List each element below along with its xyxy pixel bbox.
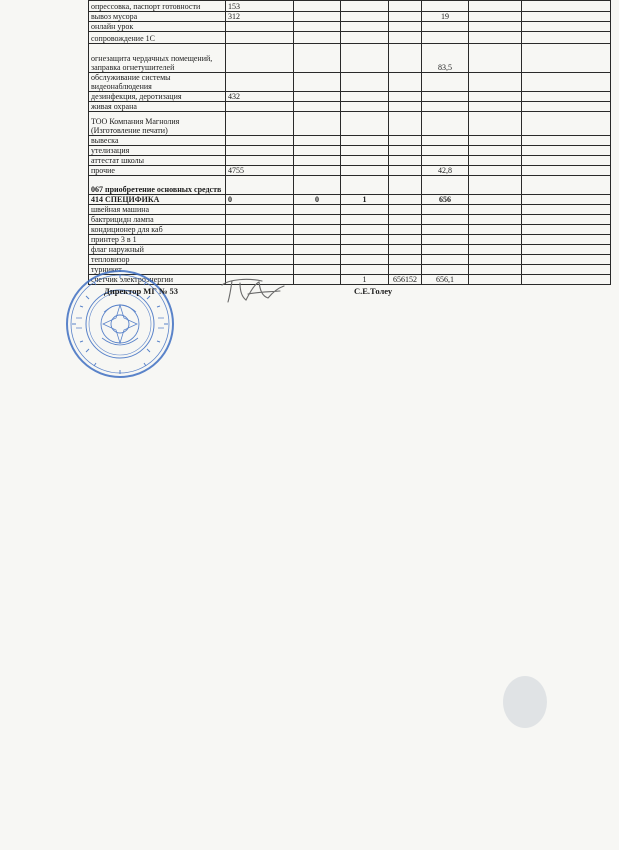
row-spacer-cell [522,265,611,275]
value-cell: 656,1 [422,275,469,285]
handwritten-signature [218,276,288,304]
value-cell [389,44,422,73]
row-spacer-cell [522,195,611,205]
value-cell [294,92,341,102]
value-cell [469,73,522,92]
table-row [89,12,611,22]
value-cell [469,22,522,32]
row-spacer-cell [522,12,611,22]
value-cell [294,166,341,176]
table-row [89,255,611,265]
value-cell [422,156,469,166]
value-cell [389,92,422,102]
value-cell [469,146,522,156]
value-cell [341,215,389,225]
value-cell [422,215,469,225]
value-cell [341,225,389,235]
value-cell [389,146,422,156]
item-name-cell: вывеска [89,136,226,146]
value-cell [294,12,341,22]
table-row [89,215,611,225]
row-spacer-cell [522,146,611,156]
value-cell [226,32,294,44]
value-cell: 1 [341,275,389,285]
value-cell [389,195,422,205]
item-name-cell: 414 СПЕЦИФИКА [89,195,226,205]
table-row [89,22,611,32]
value-cell: 432 [226,92,294,102]
value-cell [469,265,522,275]
item-name-cell: счетчик электроэнергии [89,275,226,285]
value-cell [422,225,469,235]
row-spacer-cell [522,255,611,265]
item-name-cell: принтер 3 в 1 [89,235,226,245]
value-cell [389,156,422,166]
value-cell [226,73,294,92]
value-cell [294,156,341,166]
value-cell [341,265,389,275]
value-cell [469,275,522,285]
value-cell [294,255,341,265]
item-name-cell: 067 приобретение основных средств [89,176,226,195]
item-name-cell: кондиционер для каб [89,225,226,235]
value-cell [341,136,389,146]
value-cell [469,112,522,136]
value-cell [294,265,341,275]
item-name-cell: бактрицидн лампа [89,215,226,225]
value-cell: 83,5 [422,44,469,73]
value-cell [294,176,341,195]
value-cell [341,1,389,12]
value-cell [341,32,389,44]
table-row [89,92,611,102]
table-row [89,245,611,255]
value-cell [389,225,422,235]
value-cell [469,195,522,205]
value-cell [341,92,389,102]
item-name-cell: ТОО Компания Магнолия (Изготовление печати) [89,112,226,136]
value-cell [389,73,422,92]
value-cell [469,176,522,195]
table-row [89,44,611,73]
value-cell [389,215,422,225]
value-cell: 4755 [226,166,294,176]
row-spacer-cell [522,205,611,215]
value-cell [294,235,341,245]
value-cell [422,73,469,92]
item-name-cell: швейная машина [89,205,226,215]
value-cell [389,176,422,195]
director-label: Директор МГ № 53 [104,286,179,296]
value-cell [294,225,341,235]
value-cell [341,255,389,265]
value-cell [389,205,422,215]
value-cell: 0 [226,195,294,205]
value-cell [341,235,389,245]
director-name: С.Е.Толеу [354,286,393,296]
item-name-cell: аттестат школы [89,156,226,166]
item-name-cell: онлайн урок [89,22,226,32]
item-name-cell: сопровождение 1С [89,32,226,44]
value-cell [422,176,469,195]
value-cell: 19 [422,12,469,22]
value-cell [341,44,389,73]
signature-block [0,284,619,304]
value-cell [294,44,341,73]
value-cell [389,136,422,146]
value-cell [469,255,522,265]
value-cell [226,215,294,225]
value-cell [469,1,522,12]
value-cell [469,245,522,255]
value-cell [226,156,294,166]
value-cell [341,12,389,22]
value-cell [226,235,294,245]
value-cell [341,102,389,112]
table-row [89,176,611,195]
table-row [89,146,611,156]
row-spacer-cell [522,225,611,235]
value-cell [389,22,422,32]
value-cell [422,235,469,245]
table-row [89,205,611,215]
value-cell [226,245,294,255]
value-cell [469,12,522,22]
value-cell [226,205,294,215]
value-cell [226,136,294,146]
item-name-cell: обслуживание системы видеонаблюдения [89,73,226,92]
value-cell [226,265,294,275]
table-row [89,32,611,44]
row-spacer-cell [522,73,611,92]
value-cell [422,146,469,156]
value-cell [389,235,422,245]
paper-smudge [495,672,555,732]
item-name-cell: опрессовка, паспорт готовности [89,1,226,12]
value-cell: 42,8 [422,166,469,176]
value-cell [389,1,422,12]
table-row [89,195,611,205]
row-spacer-cell [522,44,611,73]
row-spacer-cell [522,32,611,44]
table-row [89,235,611,245]
value-cell [422,32,469,44]
table-row [89,136,611,146]
value-cell [389,102,422,112]
value-cell [226,146,294,156]
value-cell: 1 [341,195,389,205]
value-cell [422,136,469,146]
value-cell [341,22,389,32]
item-name-cell: огнезащита чердачных помещений, заправка огнетушителей [89,44,226,73]
budget-table [88,0,611,285]
value-cell [294,73,341,92]
row-spacer-cell [522,235,611,245]
value-cell [422,265,469,275]
value-cell [469,235,522,245]
value-cell [226,255,294,265]
value-cell [294,275,341,285]
value-cell [341,73,389,92]
value-cell [389,12,422,22]
value-cell [469,156,522,166]
row-spacer-cell [522,102,611,112]
value-cell [341,176,389,195]
value-cell [389,32,422,44]
value-cell [294,136,341,146]
value-cell [389,245,422,255]
row-spacer-cell [522,136,611,146]
table-row [89,102,611,112]
value-cell [469,136,522,146]
value-cell: 312 [226,12,294,22]
value-cell: 656152 [389,275,422,285]
value-cell [422,112,469,136]
table-row [89,112,611,136]
value-cell [469,44,522,73]
value-cell [294,245,341,255]
item-name-cell: утелизация [89,146,226,156]
row-spacer-cell [522,245,611,255]
value-cell [422,92,469,102]
value-cell [294,205,341,215]
value-cell: 0 [294,195,341,205]
value-cell [226,225,294,235]
value-cell [341,156,389,166]
item-name-cell: живая охрана [89,102,226,112]
row-spacer-cell [522,156,611,166]
item-name-cell: дезинфекция, деротизация [89,92,226,102]
value-cell [294,146,341,156]
value-cell [226,44,294,73]
row-spacer-cell [522,275,611,285]
value-cell: 153 [226,1,294,12]
value-cell [422,245,469,255]
item-name-cell: турникет [89,265,226,275]
value-cell [389,166,422,176]
value-cell [294,1,341,12]
value-cell: 656 [422,195,469,205]
row-spacer-cell [522,166,611,176]
value-cell [469,215,522,225]
value-cell [389,255,422,265]
value-cell [294,112,341,136]
value-cell [422,102,469,112]
value-cell [341,146,389,156]
table-row [89,73,611,92]
value-cell [422,1,469,12]
item-name-cell: вывоз мусора [89,12,226,22]
value-cell [294,215,341,225]
value-cell [422,205,469,215]
value-cell [469,205,522,215]
value-cell [469,102,522,112]
value-cell [294,32,341,44]
value-cell [341,205,389,215]
value-cell [226,176,294,195]
row-spacer-cell [522,215,611,225]
row-spacer-cell [522,112,611,136]
value-cell [469,92,522,102]
item-name-cell: прочие [89,166,226,176]
table-row [89,225,611,235]
value-cell [422,255,469,265]
value-cell [389,265,422,275]
value-cell [294,102,341,112]
value-cell [469,166,522,176]
value-cell [422,22,469,32]
value-cell [226,112,294,136]
row-spacer-cell [522,176,611,195]
value-cell [226,102,294,112]
table-row [89,166,611,176]
value-cell [341,245,389,255]
item-name-cell: тепловизор [89,255,226,265]
value-cell [469,225,522,235]
value-cell [341,112,389,136]
table-row [89,156,611,166]
value-cell [341,166,389,176]
value-cell [469,32,522,44]
row-spacer-cell [522,22,611,32]
value-cell [226,22,294,32]
row-spacer-cell [522,92,611,102]
value-cell [294,22,341,32]
item-name-cell: флаг наружный [89,245,226,255]
value-cell [389,112,422,136]
row-spacer-cell [522,1,611,12]
table-row [89,1,611,12]
table-body [89,1,611,285]
